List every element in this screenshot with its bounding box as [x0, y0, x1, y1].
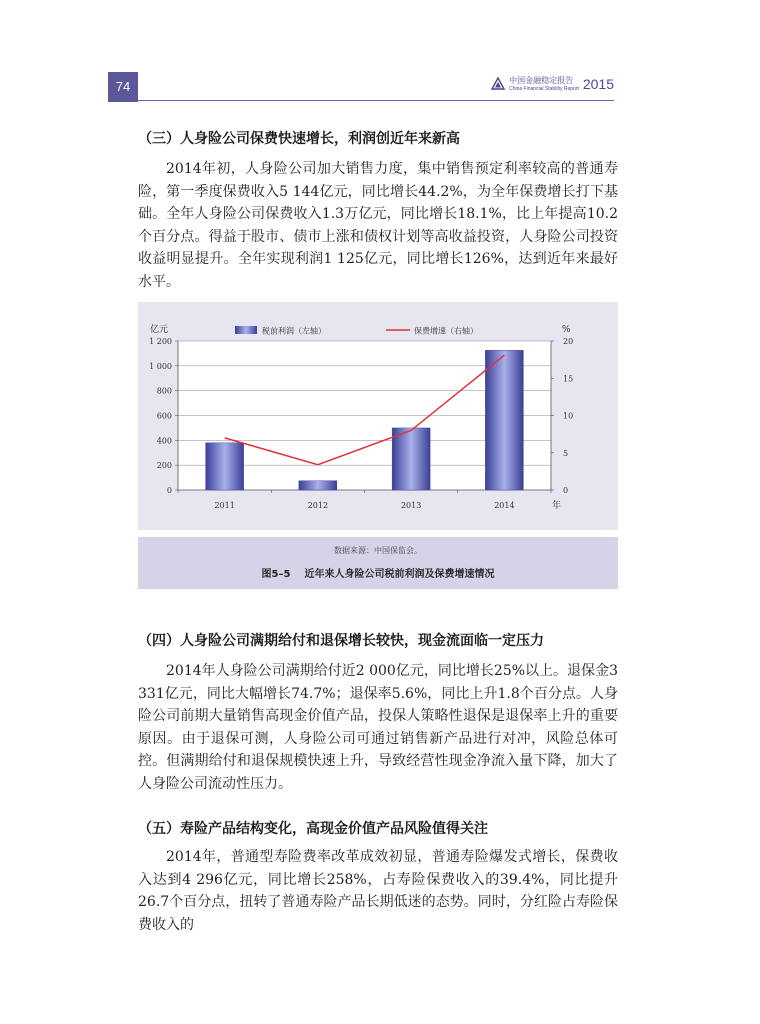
left-axis-tick-label: 400 [156, 436, 172, 446]
left-axis-tick-label: 200 [156, 461, 172, 471]
x-axis-tick-label: 2012 [307, 501, 329, 510]
brand-english-title: China Financial Stability Report [509, 85, 579, 92]
header-rule [138, 100, 614, 101]
chart-panel [138, 302, 618, 530]
section-4-title: （四）人身险公司满期给付和退保增长较快，现金流面临一定压力 [138, 633, 544, 649]
brand-chinese-title: 中国金融稳定报告 [509, 75, 574, 85]
right-axis-tick-label: 20 [563, 337, 574, 346]
right-axis-tick-label: 0 [563, 486, 569, 495]
bar-profit-2011 [206, 443, 244, 490]
section-3-title: （三）人身险公司保费快速增长，利润创近年来新高 [138, 131, 460, 147]
figure-number: 图5–5 [261, 569, 291, 580]
legend-bar-label: 税前利润（左轴） [262, 326, 326, 336]
right-axis-tick-label: 5 [563, 448, 569, 458]
left-axis-unit: 亿元 [150, 325, 169, 335]
section-5-title: （五）寿险产品结构变化，高现金价值产品风险值得关注 [138, 821, 488, 837]
brand-year: 2015 [582, 76, 614, 92]
right-axis-tick-label: 10 [563, 411, 574, 421]
left-axis-tick-label: 1 000 [149, 361, 172, 371]
combo-chart [138, 302, 618, 530]
figure-caption [138, 565, 618, 580]
page-number: 74 [108, 72, 138, 102]
x-axis-unit: 年 [552, 501, 562, 511]
legend-bar-swatch [235, 326, 257, 334]
legend-line-label: 保费增速（右轴） [414, 326, 478, 336]
figure-title: 近年来人身险公司税前利润及保费增速情况 [304, 569, 495, 580]
caption-panel [138, 537, 618, 589]
x-axis-tick-label: 2014 [494, 501, 515, 510]
figure-5-5 [138, 302, 618, 589]
report-logo-icon [491, 77, 505, 91]
section-3-paragraph: 2014年初，人身险公司加大销售力度，集中销售预定利率较高的普通寿险，第一季度保费收入5 144亿元，同比增长44.2%，为全年保费增长打下基础。全年人身险公司保费收入1.3万亿元，同比增长18.1%，比上年提高10.2个百分点。得益于股市、债市上涨和债权计划等高收益投资，人身险公司投资收益明显提升。全年实现利润1 125亿元，同比增长126%，达到近年来最好水平。 [138, 161, 618, 290]
page-header [108, 72, 614, 102]
right-axis-tick-label: 15 [563, 374, 574, 384]
left-axis-tick-label: 0 [166, 486, 172, 495]
left-axis-tick-label: 1 200 [149, 337, 172, 346]
section-5-paragraph: 2014年，普通型寿险费率改革成效初显，普通寿险爆发式增长，保费收入达到4 296亿元，同比增长258%，占寿险保费收入的39.4%，同比提升26.7个百分点，扭转了普通寿险产品长期低迷的态势。同时，分红险占寿险保费收入的 [138, 849, 618, 933]
bar-profit-2013 [392, 428, 430, 490]
legend [235, 326, 478, 336]
x-axis-tick-label: 2011 [214, 501, 235, 510]
section-4-paragraph: 2014年人身险公司满期给付近2 000亿元，同比增长25%以上。退保金3 331亿元，同比大幅增长74.7%；退保率5.6%，同比上升1.8个百分点。人身险公司前期大量销售高现金价值产品，投保人策略性退保是退保率上升的重要原因。由于退保可测，人身险公司可通过销售新产品进行对冲，风险总体可控。但满期给付和退保规模快速上升，导致经营性现金净流入量下降，加大了人身险公司流动性压力。 [138, 663, 618, 792]
bar-profit-2012 [299, 481, 337, 490]
left-axis-tick-label: 600 [156, 411, 172, 421]
left-axis-tick-label: 800 [156, 386, 172, 396]
x-axis-tick-label: 2013 [400, 501, 422, 510]
bar-profit-2014 [485, 350, 523, 490]
data-source-note: 数据来源：中国保监会。 [334, 546, 422, 555]
right-axis-unit: % [562, 325, 571, 335]
report-brand [491, 76, 614, 92]
